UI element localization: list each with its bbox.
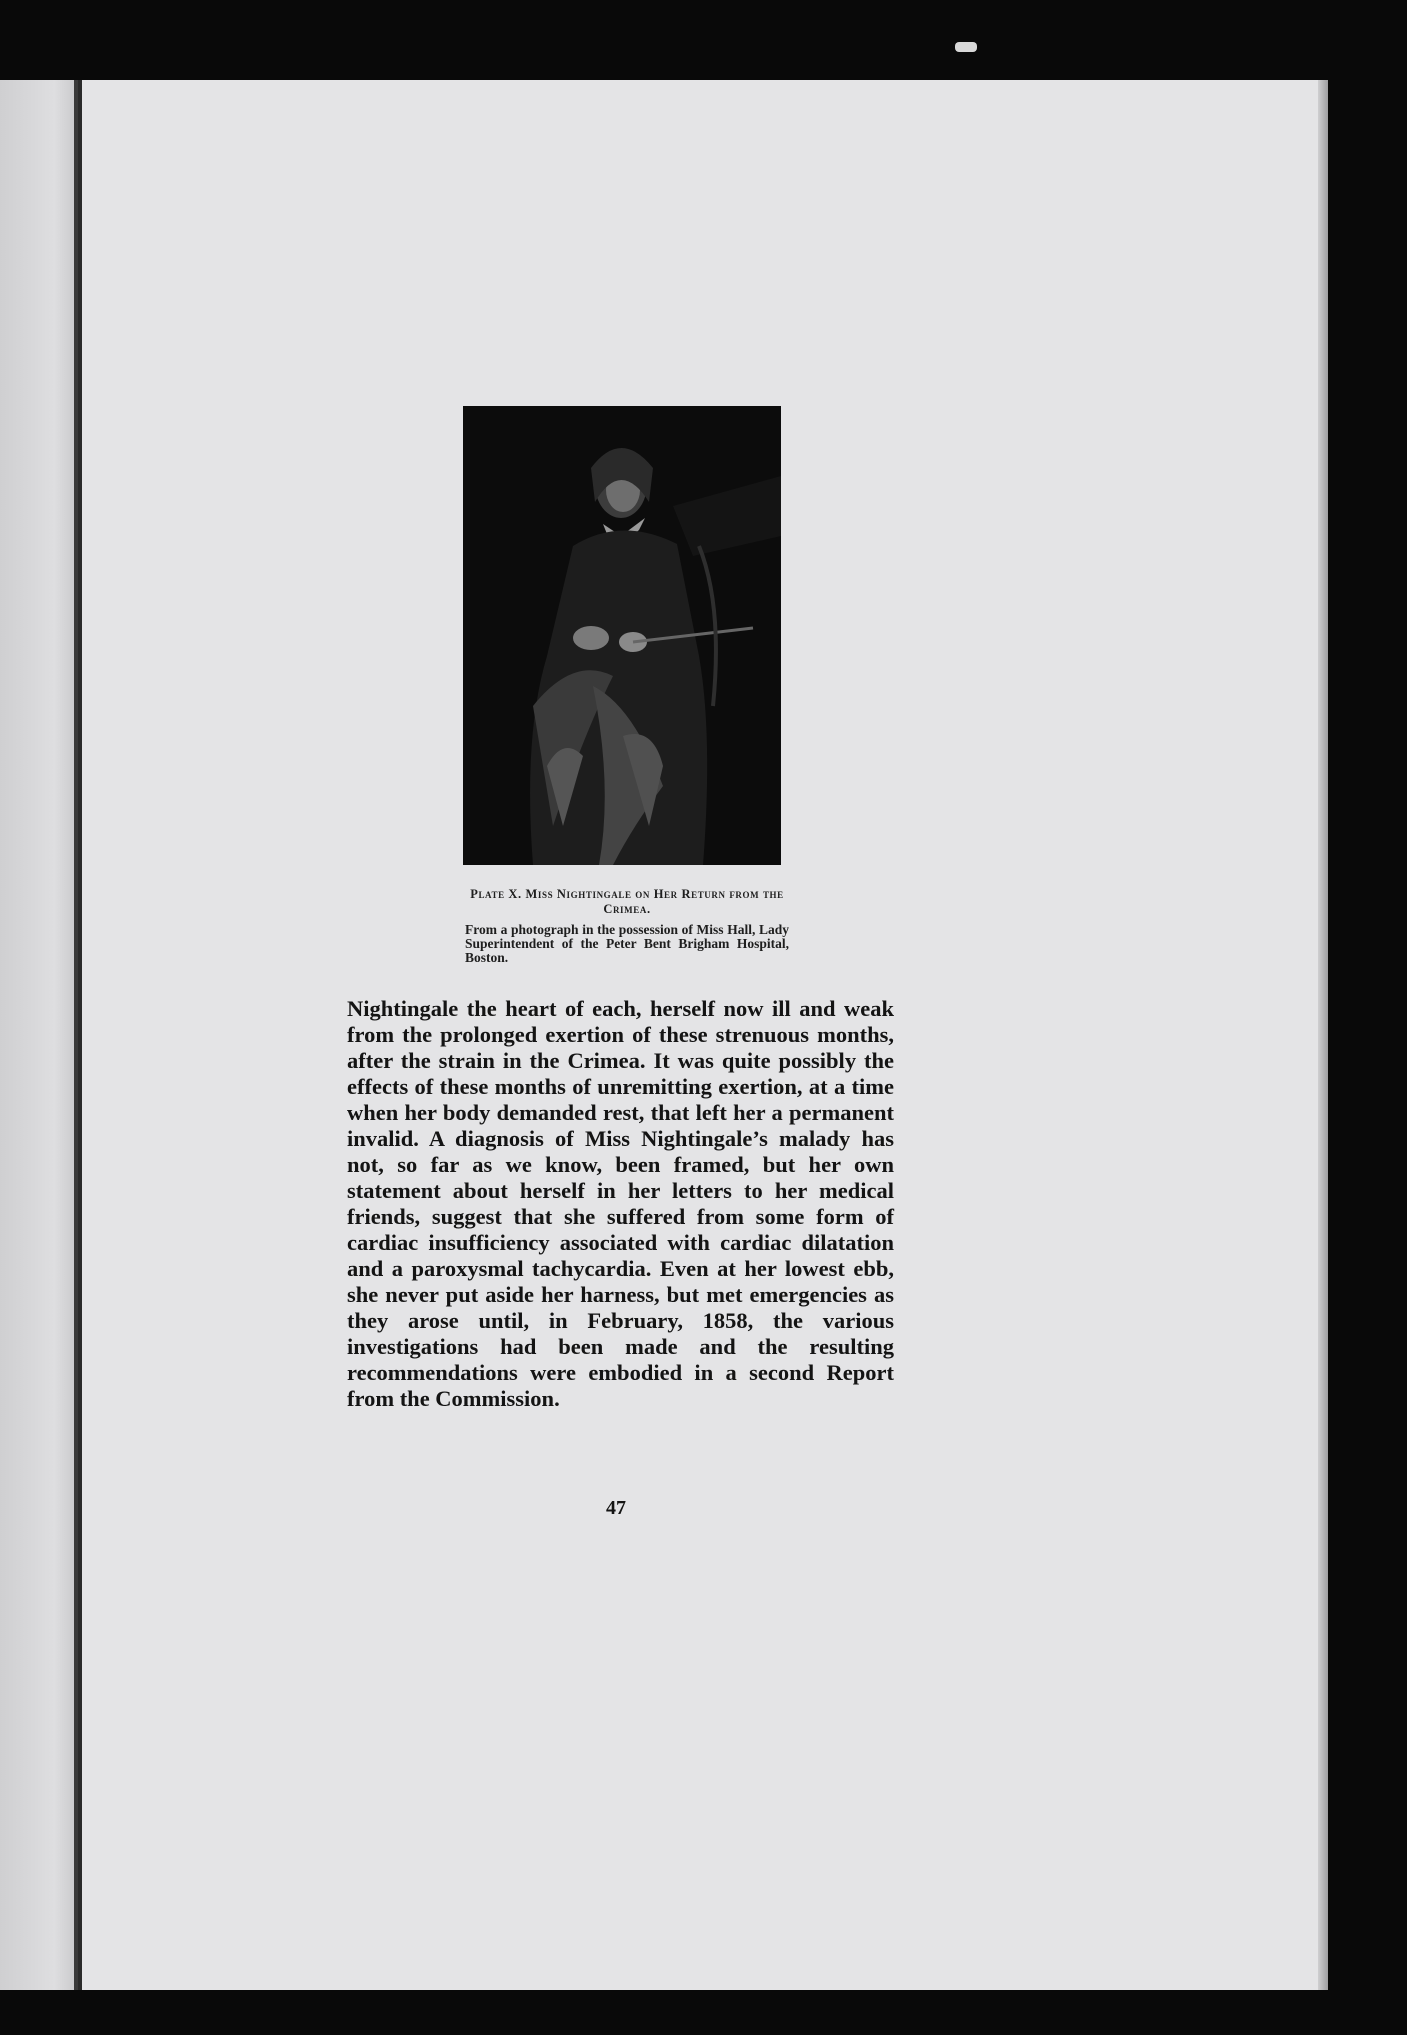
portrait-plate — [463, 406, 781, 865]
portrait-photograph-icon — [463, 406, 781, 865]
plate-caption — [465, 887, 789, 965]
plate-caption-credit: From a photograph in the possession of Miss Hall, Lady Superintendent of the Peter Bent Brigham Hospital, Boston. — [465, 922, 789, 965]
scan-artifact — [955, 42, 977, 52]
plate-caption-title: Plate X. Miss Nightingale on Her Return from the Crimea. — [470, 887, 784, 916]
right-page-edge — [1318, 80, 1328, 1990]
page-number: 47 — [606, 1497, 626, 1519]
body-paragraph: Nightingale the heart of each, herself now ill and weak from the prolonged exertion of these strenuous months, after the strain in the Crimea. It was quite possibly the effects of these months of unremitting exertion, at a time when her body demanded rest, that left her a permanent invalid. A diagnosis of Miss Nightingale’s malady has not, so far as we know, been framed, but her own statement about herself in her letters to her medical friends, suggest that she suffered from some form of cardiac insufficiency associated with cardiac dilatation and a paroxysmal tachycardia. Even at her lowest ebb, she never put aside her harness, but met emergencies as they arose until, in February, 1858, the various investigations had been made and the resulting recommendations were embodied in a second Report from the Commission. — [347, 996, 894, 1411]
left-page-edge — [0, 80, 78, 1990]
